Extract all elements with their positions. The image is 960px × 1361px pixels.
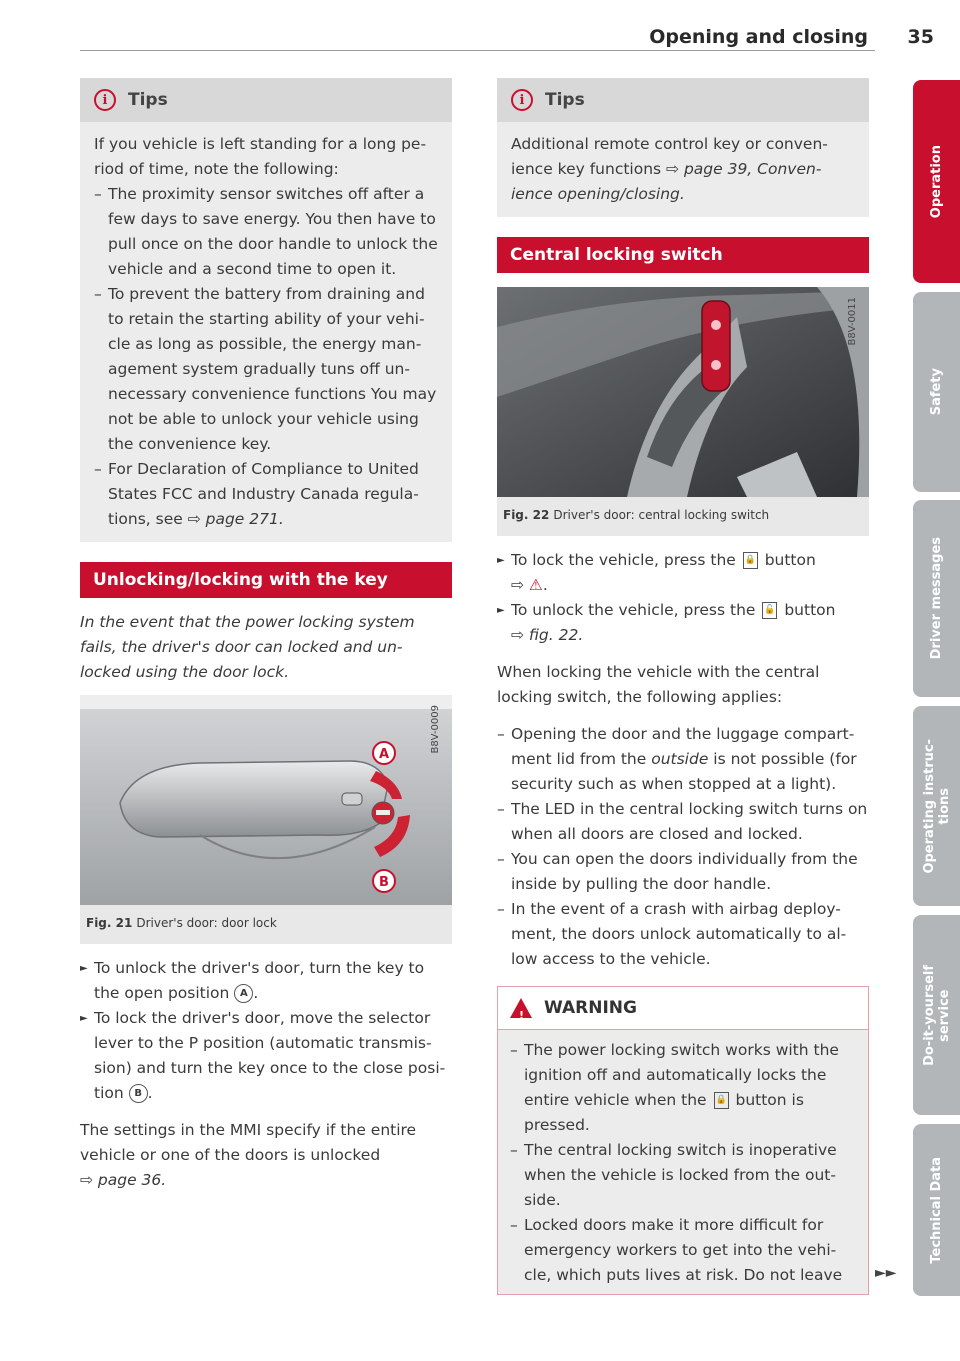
warning-box	[497, 986, 869, 1295]
section-heading: Unlocking/locking with the key	[80, 562, 452, 598]
instruction-step	[497, 598, 869, 648]
tips-heading	[80, 78, 452, 122]
tips-title: Tips	[128, 89, 168, 110]
side-tab-label: Do-it-yourself service	[921, 964, 952, 1066]
lock-button-icon: 🔒	[743, 552, 758, 569]
callout-a-label: A	[378, 747, 390, 762]
list-item	[94, 457, 438, 532]
figure-caption-text: Driver's door: door lock	[136, 916, 277, 930]
list-item: – The central locking switch is inoperative when the vehicle is locked from the out-side.	[510, 1138, 856, 1213]
list-item: – The LED in the central locking switch turns on when all doors are closed and locked.	[497, 797, 869, 847]
list-item: – Locked doors make it more difficult for emergency workers to get into the vehi-cle, which puts lives at risk. Do not leave	[510, 1213, 856, 1288]
side-tab-technical-data[interactable]	[913, 1124, 960, 1296]
page-reference-link[interactable]: ⇨ page 36.	[80, 1171, 167, 1189]
figure-caption	[497, 497, 869, 536]
info-icon: i	[94, 89, 116, 111]
info-icon: i	[511, 89, 533, 111]
tips-body: Additional remote control key or conven-ience key functions	[511, 135, 828, 178]
continue-arrow-icon: ►►	[875, 1265, 897, 1281]
section-heading: Central locking switch	[497, 237, 869, 273]
list-item-text: For Declaration of Compliance to United States FCC and Industry Canada regula-tions, see	[108, 460, 419, 528]
side-tab-label: Driver messages	[929, 537, 944, 660]
header-rule	[80, 50, 875, 51]
warning-body	[498, 1030, 868, 1294]
side-tab-label: Safety	[929, 368, 944, 416]
side-tab-do-it-yourself[interactable]	[913, 915, 960, 1115]
list-item	[510, 1038, 856, 1138]
conditions-list	[497, 722, 869, 972]
section-intro: In the event that the power locking system fails, the driver's door can locked and un-locked using the door lock.	[80, 613, 415, 681]
tips-text	[511, 132, 855, 207]
list-item: – The proximity sensor switches off after a few days to save energy. You then have to pull once on the door handle to unlock the vehicle and a second time to open it.	[94, 182, 438, 282]
tips-box	[497, 78, 869, 217]
door-switch-drawing	[497, 287, 869, 497]
figure-code: B8V-0011	[847, 297, 858, 346]
callout-a-ref: A	[234, 984, 253, 1003]
running-header-title: Opening and closing	[649, 26, 868, 48]
warning-icon: !	[510, 998, 532, 1018]
tips-list	[94, 182, 438, 532]
step-text: To unlock the driver's door, turn the key to the open position	[94, 959, 425, 1002]
callout-b	[373, 870, 395, 892]
left-column	[80, 78, 452, 1193]
instruction-step: ► To unlock the driver's door, turn the key to the open position A .	[80, 956, 452, 1006]
step-text: To lock the vehicle, press the	[511, 551, 736, 569]
lock-button-icon: 🔒	[714, 1092, 729, 1109]
side-tab-label: Technical Data	[929, 1156, 944, 1264]
list-item: – You can open the doors individually from the inside by pulling the door handle.	[497, 847, 869, 897]
list-item-text: Opening the door and the luggage compart-ment lid from the	[511, 725, 855, 768]
warning-symbol-icon: ⚠	[528, 576, 543, 594]
step-text: button	[764, 551, 816, 569]
tips-box	[80, 78, 452, 542]
callout-b-ref: B	[129, 1084, 148, 1103]
door-lock-illustration	[80, 695, 452, 905]
callout-a	[373, 742, 395, 764]
warning-heading	[498, 987, 868, 1030]
list-item-text: is not possible (for security such as when stopped at a light).	[511, 750, 857, 793]
tips-title: Tips	[545, 89, 585, 110]
warning-ref[interactable]: ⇨ ⚠.	[511, 576, 548, 594]
list-item: – In the event of a crash with airbag deploy-ment, the doors unlock automatically to al-low access to the vehicle.	[497, 897, 869, 972]
list-item	[497, 722, 869, 797]
figure-caption-text: Driver's door: central locking switch	[553, 508, 770, 522]
side-tab-operating-instructions[interactable]	[913, 706, 960, 906]
side-tab-label: Operation	[929, 144, 944, 219]
page-reference-link[interactable]: ⇨ page 39, Conven-ience opening/closing.	[511, 160, 822, 203]
list-item-text: The power locking switch works with the ignition off and automatically locks the entire vehicle when the	[524, 1041, 839, 1109]
page-number: 35	[907, 26, 934, 48]
side-tab-safety[interactable]	[913, 292, 960, 492]
figure-caption	[80, 905, 452, 944]
instruction-step	[497, 548, 869, 598]
central-locking-illustration	[497, 287, 869, 497]
list-item-emphasis: outside	[651, 750, 709, 768]
figure-central-locking	[497, 287, 869, 536]
warning-title: WARNING	[544, 997, 637, 1018]
list-item: – To prevent the battery from draining and to retain the starting ability of your vehi-cle as long as possible, the energy man-agement system gradually tuns off un-necessary convenience functions You may not be able to unlock your vehicle using the convenience key.	[94, 282, 438, 457]
figure-door-lock	[80, 695, 452, 944]
right-column	[497, 78, 869, 1295]
figure-label: Fig. 22	[503, 508, 550, 522]
page-reference-link[interactable]: ⇨ page 271.	[187, 510, 284, 528]
side-tab-operation[interactable]	[913, 80, 960, 283]
unlock-button-icon: 🔓	[762, 602, 777, 619]
step-text: To unlock the vehicle, press the	[511, 601, 756, 619]
step-text: To lock the driver's door, move the selector lever to the P position (automatic transmis-sion) and turn the key once to the close posi-tion	[94, 1009, 446, 1102]
figure-code: B8V-0009	[430, 705, 441, 754]
central-locking-switch	[702, 301, 730, 391]
body-text: The settings in the MMI specify if the entire vehicle or one of the doors is unlocked	[80, 1121, 417, 1164]
door-handle-drawing	[80, 695, 452, 905]
body-paragraph: When locking the vehicle with the central locking switch, the following applies:	[497, 663, 820, 706]
side-tab-driver-messages[interactable]	[913, 500, 960, 697]
step-text: button	[784, 601, 836, 619]
figure-reference-link[interactable]: ⇨ fig. 22.	[511, 626, 584, 644]
callout-b-label: B	[379, 875, 389, 890]
body-paragraph	[80, 1118, 452, 1193]
side-tab-label: Operating instruc- tions	[921, 738, 952, 874]
warning-list	[510, 1038, 856, 1288]
instruction-step: ► To lock the driver's door, move the selector lever to the P position (automatic transmis-sion) and turn the key once to the close posi-tion B .	[80, 1006, 452, 1106]
tips-intro: If you vehicle is left standing for a long pe-riod of time, note the following:	[94, 135, 427, 178]
list-item-text: button is pressed.	[524, 1091, 804, 1134]
tips-heading	[497, 78, 869, 122]
figure-label: Fig. 21	[86, 916, 133, 930]
